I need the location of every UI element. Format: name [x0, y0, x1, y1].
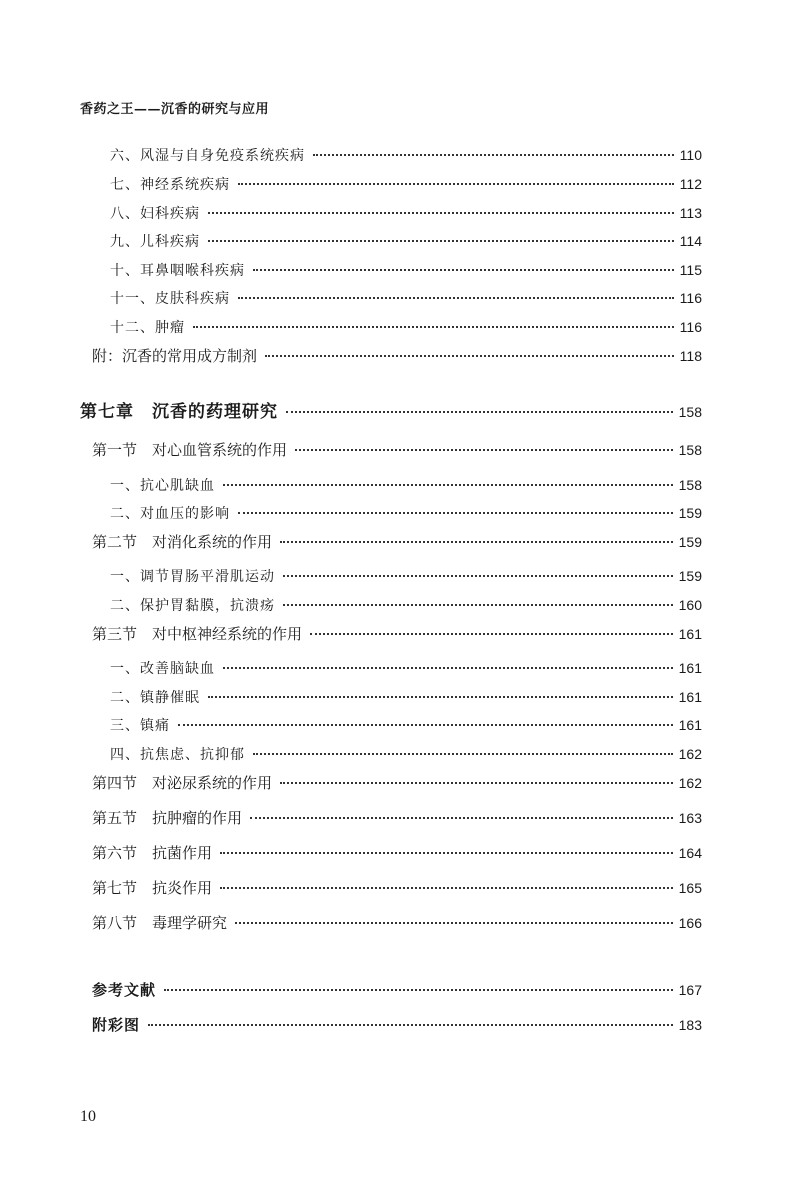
- dot-leader: [253, 753, 673, 755]
- dot-leader: [148, 1024, 673, 1026]
- toc-entry-label: 十、耳鼻咽喉科疾病: [110, 263, 245, 279]
- toc-entry[interactable]: [110, 566, 702, 586]
- dot-leader: [238, 297, 674, 299]
- toc-color-plates[interactable]: [92, 1014, 702, 1035]
- toc-entry-label: 第一节 对心血管系统的作用: [92, 441, 288, 459]
- toc-entry-page: 163: [678, 810, 702, 826]
- toc-entry-page: 161: [678, 626, 702, 642]
- toc-entry[interactable]: [110, 503, 702, 523]
- dot-leader: [193, 326, 674, 328]
- dot-leader: [295, 449, 673, 451]
- toc-entry[interactable]: [110, 260, 702, 280]
- dot-leader: [265, 355, 674, 357]
- toc-entry-page: 167: [678, 982, 702, 998]
- dot-leader: [250, 817, 673, 819]
- dot-leader: [178, 724, 673, 726]
- toc-entry-page: 158: [678, 404, 702, 420]
- toc-section[interactable]: [92, 772, 702, 793]
- toc-section[interactable]: [92, 877, 702, 898]
- toc-entry-label: 第五节 抗肿瘤的作用: [92, 809, 243, 827]
- toc-entry-label: 九、儿科疾病: [110, 234, 200, 250]
- dot-leader: [313, 154, 674, 156]
- toc-entry-label: 第七节 抗炎作用: [92, 879, 213, 897]
- dot-leader: [280, 782, 673, 784]
- toc-entry-page: 115: [679, 262, 702, 278]
- dot-leader: [220, 887, 673, 889]
- toc-entry-page: 159: [678, 534, 702, 550]
- toc-entry[interactable]: [110, 595, 702, 615]
- toc-entry-label: 第二节 对消化系统的作用: [92, 533, 273, 551]
- toc-entry-page: 162: [678, 746, 702, 762]
- dot-leader: [283, 604, 673, 606]
- dot-leader: [286, 411, 673, 413]
- toc-section[interactable]: [92, 531, 702, 552]
- toc-entry[interactable]: [110, 145, 702, 165]
- toc-section[interactable]: [92, 807, 702, 828]
- toc-entry[interactable]: [110, 174, 702, 194]
- toc-entry-page: 164: [678, 845, 702, 861]
- toc-entry-page: 162: [678, 775, 702, 791]
- toc-entry[interactable]: [110, 231, 702, 251]
- toc-entry-label: 一、调节胃肠平滑肌运动: [110, 569, 275, 585]
- toc-entry-label: 附彩图: [92, 1016, 141, 1034]
- toc-entry-label: 一、改善脑缺血: [110, 661, 215, 677]
- toc-entry-page: 112: [679, 176, 702, 192]
- toc-entry-label: 四、抗焦虑、抗抑郁: [110, 747, 245, 763]
- toc-entry-label: 三、镇痛: [110, 718, 170, 734]
- dot-leader: [283, 575, 673, 577]
- dot-leader: [164, 989, 673, 991]
- dot-leader: [280, 541, 673, 543]
- dot-leader: [310, 633, 673, 635]
- toc-entry[interactable]: [110, 658, 702, 678]
- dot-leader: [235, 922, 673, 924]
- toc-entry[interactable]: [110, 475, 702, 495]
- toc-entry[interactable]: [110, 317, 702, 337]
- dot-leader: [223, 667, 673, 669]
- toc-entry-page: 161: [678, 689, 702, 705]
- dot-leader: [208, 212, 674, 214]
- toc-entry-label: 二、镇静催眠: [110, 690, 200, 706]
- page-number: 10: [80, 1108, 96, 1125]
- toc-entry-label: 附：沉香的常用成方制剂: [92, 347, 258, 365]
- toc-entry-page: 116: [679, 319, 702, 335]
- toc-entry-page: 116: [679, 290, 702, 306]
- toc-section[interactable]: [92, 623, 702, 644]
- toc-entry-page: 161: [678, 660, 702, 676]
- dot-leader: [238, 512, 673, 514]
- toc-entry-page: 110: [679, 147, 702, 163]
- toc-entry-page: 165: [678, 880, 702, 896]
- toc-entry-page: 166: [678, 915, 702, 931]
- toc-entry-label: 八、妇科疾病: [110, 206, 200, 222]
- toc-entry-page: 118: [679, 348, 702, 364]
- toc-entry[interactable]: [110, 203, 702, 223]
- toc-entry[interactable]: [110, 715, 702, 735]
- toc-entry-page: 159: [678, 568, 702, 584]
- toc-entry-page: 114: [679, 233, 702, 249]
- toc-entry-label: 第八节 毒理学研究: [92, 914, 228, 932]
- toc-entry-page: 158: [678, 477, 702, 493]
- toc-chapter[interactable]: [80, 397, 702, 422]
- toc-entry-page: 160: [678, 597, 702, 613]
- toc-entry-page: 159: [678, 505, 702, 521]
- dot-leader: [220, 852, 673, 854]
- toc-section[interactable]: [92, 439, 702, 460]
- dot-leader: [238, 183, 674, 185]
- toc-entry-label: 七、神经系统疾病: [110, 177, 230, 193]
- toc-entry-label: 二、保护胃黏膜，抗溃疡: [110, 598, 275, 614]
- toc-section[interactable]: [92, 842, 702, 863]
- toc-entry-page: 183: [678, 1017, 702, 1033]
- toc-references[interactable]: [92, 979, 702, 1000]
- toc-entry-label: 十二、肿瘤: [110, 320, 185, 336]
- toc-entry-label: 第三节 对中枢神经系统的作用: [92, 625, 303, 643]
- dot-leader: [208, 696, 673, 698]
- toc-appendix[interactable]: [92, 345, 702, 366]
- toc-section[interactable]: [92, 912, 702, 933]
- toc-entry-label: 第七章 沉香的药理研究: [80, 402, 278, 422]
- running-header: 香药之王——沉香的研究与应用: [80, 102, 270, 117]
- toc-entry-label: 一、抗心肌缺血: [110, 478, 215, 494]
- toc-entry-label: 第六节 抗菌作用: [92, 844, 213, 862]
- toc-entry[interactable]: [110, 288, 702, 308]
- toc-entry-label: 十一、皮肤科疾病: [110, 291, 230, 307]
- toc-entry-label: 二、对血压的影响: [110, 506, 230, 522]
- dot-leader: [253, 269, 674, 271]
- toc-entry[interactable]: [110, 687, 702, 707]
- toc-entry-page: 161: [678, 717, 702, 733]
- toc-entry-label: 第四节 对泌尿系统的作用: [92, 774, 273, 792]
- dot-leader: [223, 484, 673, 486]
- toc-entry-page: 158: [678, 442, 702, 458]
- toc-entry-page: 113: [679, 205, 702, 221]
- dot-leader: [208, 240, 674, 242]
- toc-entry[interactable]: [110, 744, 702, 764]
- toc-entry-label: 六、风湿与自身免疫系统疾病: [110, 148, 305, 164]
- toc-entry-label: 参考文献: [92, 981, 157, 999]
